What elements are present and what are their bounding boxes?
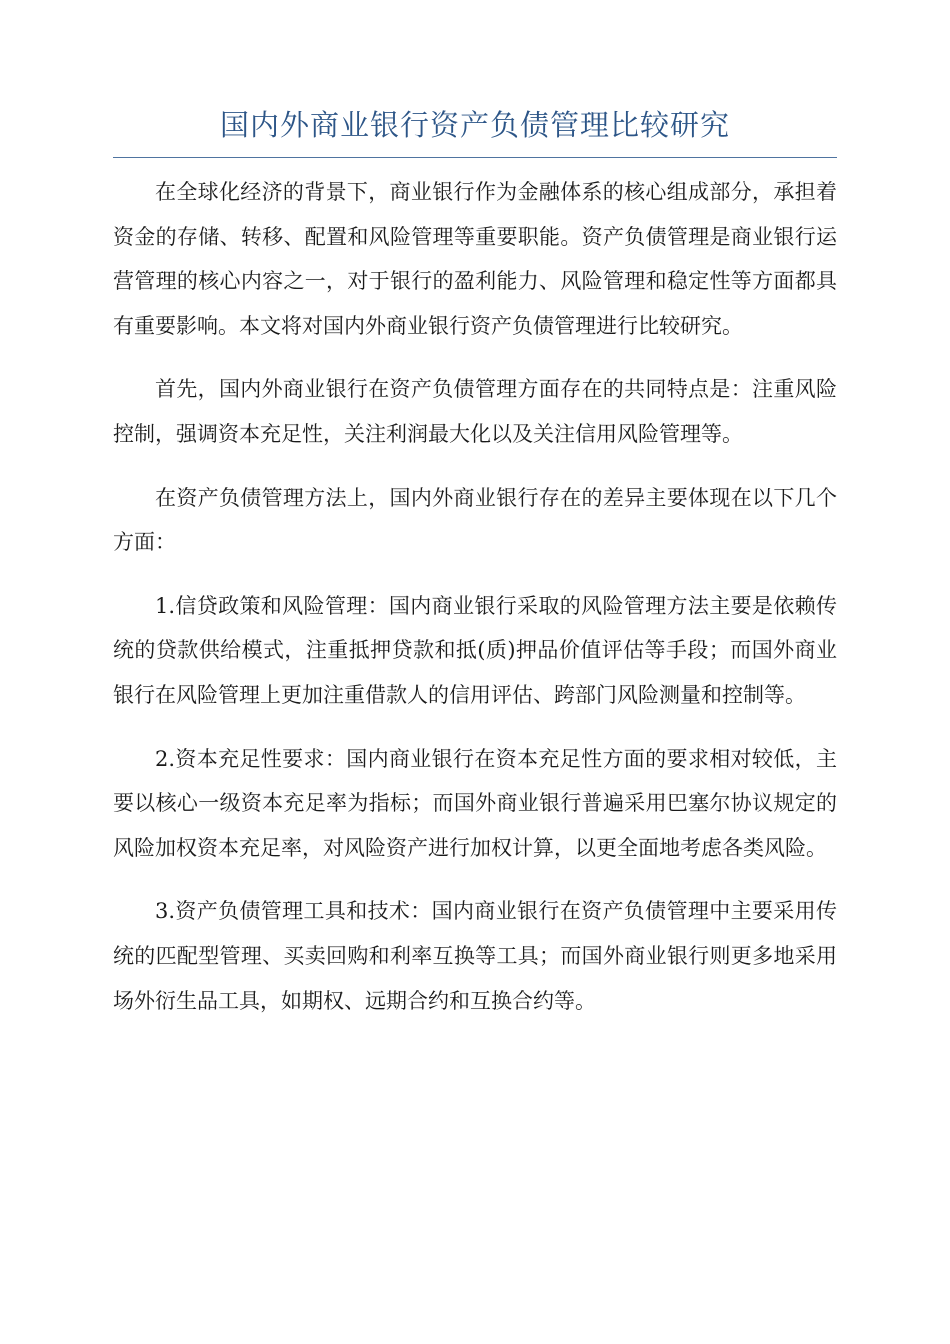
paragraph-intro: 在全球化经济的背景下，商业银行作为金融体系的核心组成部分，承担着资金的存储、转移、配置和风险管理等重要职能。资产负债管理是商业银行运营管理的核心内容之一，对于银行的盈利能力、风险管理和稳定性等方面都具有重要影响。本文将对国内外商业银行资产负债管理进行比较研究。 — [113, 180, 837, 338]
paragraph-common-features: 首先，国内外商业银行在资产负债管理方面存在的共同特点是：注重风险控制，强调资本充足性，关注利润最大化以及关注信用风险管理等。 — [113, 377, 837, 446]
paragraph-capital-adequacy: 2.资本充足性要求：国内商业银行在资本充足性方面的要求相对较低，主要以核心一级资本充足率为指标；而国外商业银行普遍采用巴塞尔协议规定的风险加权资本充足率，对风险资产进行加权计算，以更全面地考虑各类风险。 — [113, 746, 837, 860]
paragraph-differences-intro: 在资产负债管理方法上，国内外商业银行存在的差异主要体现在以下几个方面： — [113, 485, 837, 555]
paragraph-credit-policy: 1.信贷政策和风险管理：国内商业银行采取的风险管理方法主要是依赖传统的贷款供给模式，注重抵押贷款和抵(质)押品价值评估等手段；而国外商业银行在风险管理上更加注重借款人的信用评估、跨部门风险测量和控制等。 — [113, 593, 837, 707]
document-title: 国内外商业银行资产负债管理比较研究 — [219, 108, 730, 142]
paragraph-alm-tools: 3.资产负债管理工具和技术：国内商业银行在资产负债管理中主要采用传统的匹配型管理、买卖回购和利率互换等工具；而国外商业银行则更多地采用场外衍生品工具，如期权、远期合约和互换合约等。 — [113, 899, 837, 1013]
title-divider — [113, 157, 837, 158]
document-body — [113, 170, 837, 1042]
